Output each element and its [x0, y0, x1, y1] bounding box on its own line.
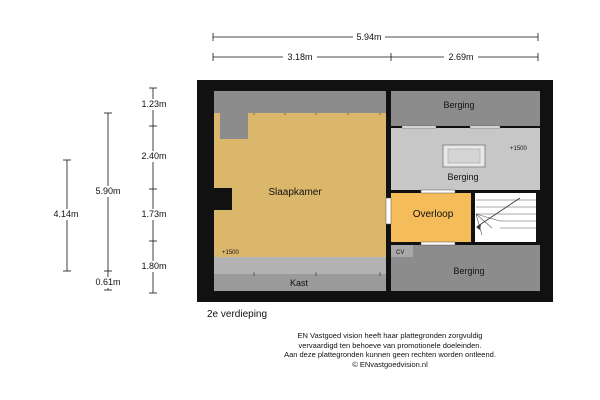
footer-line: vervaardigd ten behoeve van promotionele doeleinden. [298, 340, 482, 350]
floor-plan-body [197, 80, 553, 302]
dim-right-1: 1.23m [141, 99, 167, 109]
footer-line: Aan deze plattegronden kunnen geen rechten worden ontleend. [284, 350, 496, 359]
height-marker-1: +1500 [510, 146, 527, 152]
dim-right-2: 2.40m [141, 151, 167, 161]
room-kast [214, 257, 386, 274]
room-berging-top [214, 91, 540, 113]
disclaimer-footer [220, 331, 560, 369]
staircase [471, 193, 540, 242]
dim-left-small: 0.61m [95, 277, 121, 287]
label-cv: CV [396, 250, 405, 256]
height-marker-2: +1500 [222, 250, 239, 256]
label-berging-top: Berging [443, 100, 475, 110]
label-overloop: Overloop [412, 209, 454, 220]
dim-total-width: 5.94m [356, 32, 382, 42]
label-kast: Kast [289, 278, 309, 288]
label-slaapkamer: Slaapkamer [268, 187, 322, 198]
label-berging-mid: Berging [447, 172, 479, 182]
dim-right-4: 1.80m [141, 261, 167, 271]
footer-line: © ENvastgoedvision.nl [352, 359, 428, 369]
label-berging-bottom: Berging [453, 266, 485, 276]
floor-label: 2e verdieping [207, 309, 268, 320]
dim-mid-total: 5.90m [95, 186, 121, 196]
dim-right-width: 2.69m [448, 52, 474, 62]
footer-line: EN Vastgoed vision heeft haar plattegronden zorgvuldig [297, 331, 483, 340]
dim-right-3: 1.73m [141, 209, 167, 219]
dim-left-width: 3.18m [287, 52, 313, 62]
dim-left-main: 4.14m [53, 209, 79, 219]
